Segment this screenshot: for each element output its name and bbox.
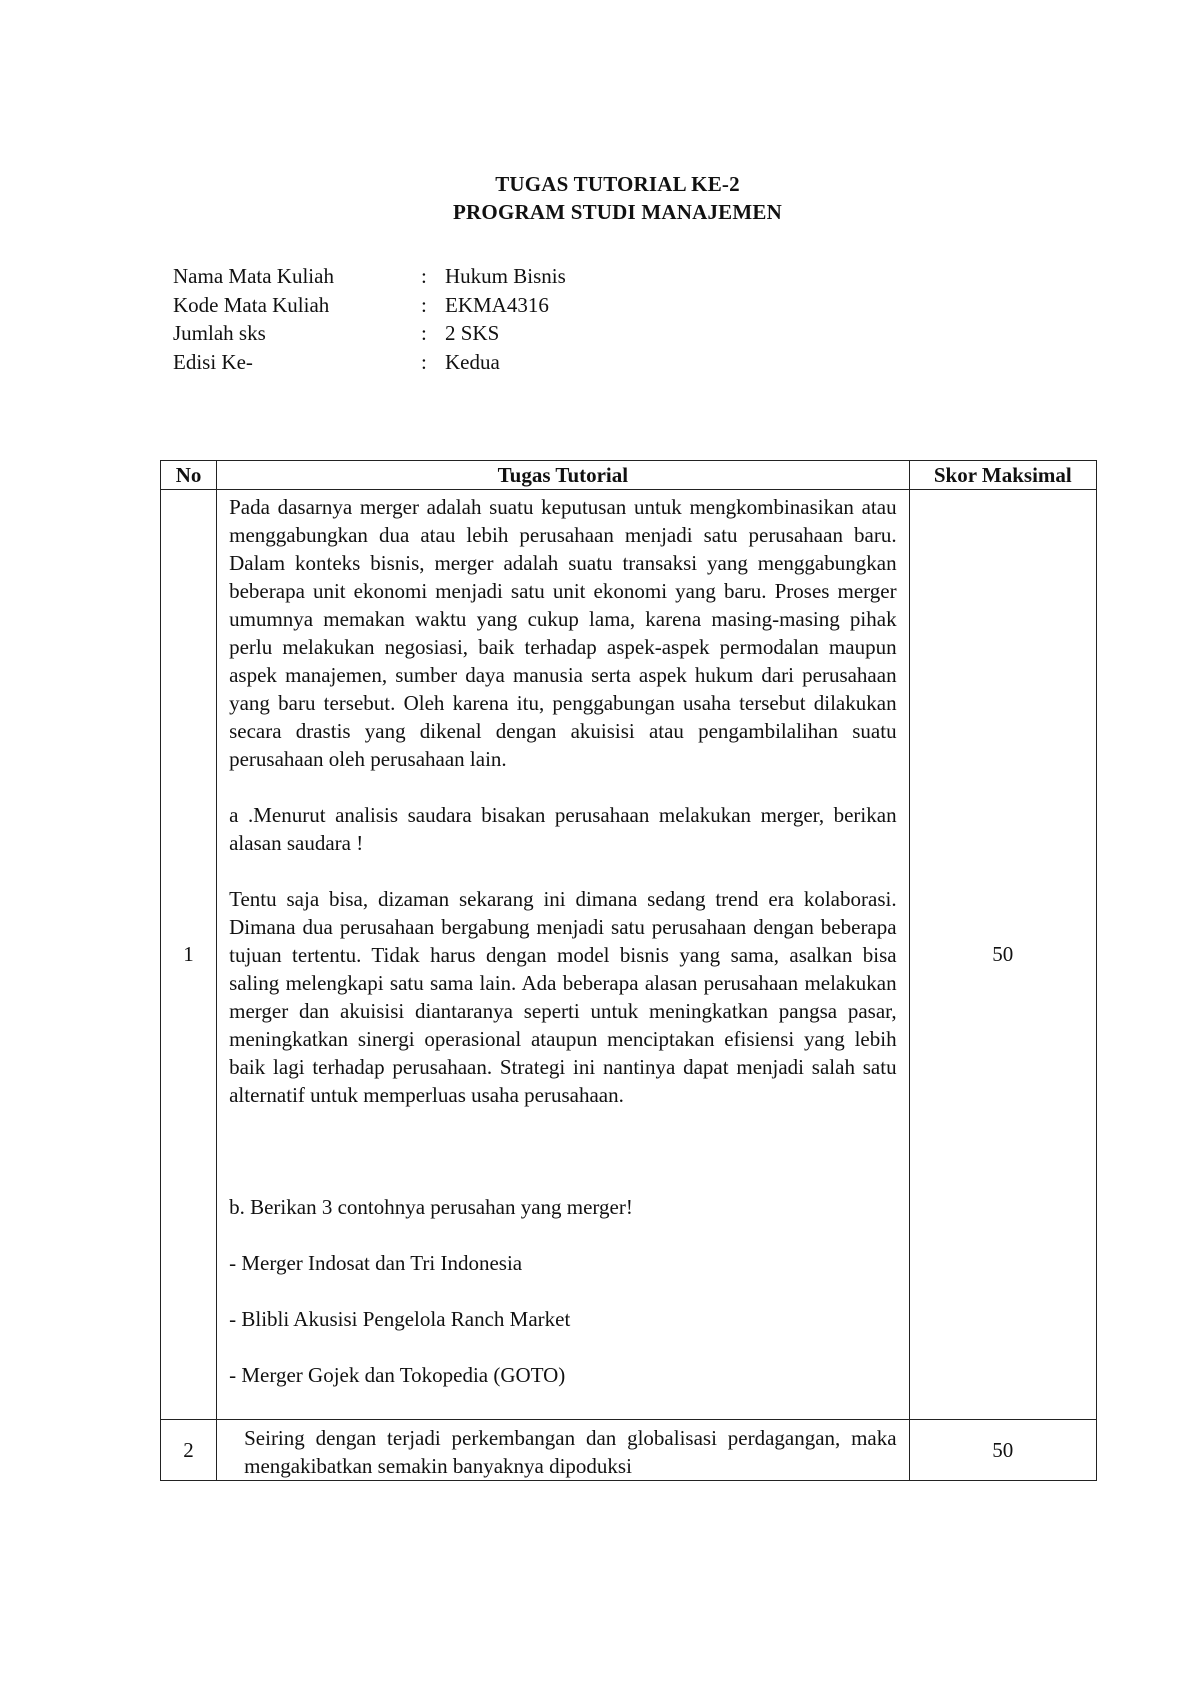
info-row-edition bbox=[173, 348, 566, 377]
question-a: a .Menurut analisis saudara bisakan perusahaan melakukan merger, berikan alasan saudara ! bbox=[229, 803, 897, 855]
table-row bbox=[161, 490, 1097, 1420]
info-row-course-code bbox=[173, 291, 566, 320]
row-number: 1 bbox=[161, 490, 217, 1420]
info-row-credits bbox=[173, 319, 566, 348]
max-score: 50 bbox=[909, 1420, 1096, 1481]
info-label: Kode Mata Kuliah bbox=[173, 292, 330, 317]
info-label: Edisi Ke- bbox=[173, 349, 253, 374]
info-value: 2 SKS bbox=[445, 321, 500, 345]
info-row-course-name bbox=[173, 262, 566, 291]
question-b: b. Berikan 3 contohnya perusahan yang merger! bbox=[229, 1195, 633, 1219]
info-colon: : bbox=[421, 264, 427, 288]
task-intro: Pada dasarnya merger adalah suatu keputusan untuk mengkombinasikan atau menggabungkan dua atau lebih perusahaan menjadi satu perusahaan baru. Dalam konteks bisnis, merger adalah suatu transaksi yang menggabungkan beberapa unit ekonomi menjadi satu unit ekonomi yang baru. Proses merger umumnya memakan waktu yang cukup lama, karena masing-masing pihak perlu melakukan negosiasi, baik terhadap aspek-aspek permodalan maupun aspek manajemen, sumber daya manusia serta aspek hukum dari perusahaan yang baru tersebut. Oleh karena itu, penggabungan usaha tersebut dilakukan secara drastis yang dikenal dengan akuisisi atau pengambilalihan suatu perusahaan oleh perusahaan lain. bbox=[229, 495, 897, 771]
task-cell bbox=[217, 490, 909, 1420]
program-title: PROGRAM STUDI MANAJEMEN bbox=[453, 200, 782, 224]
document-title: TUGAS TUTORIAL KE-2 bbox=[495, 172, 740, 196]
info-colon: : bbox=[421, 321, 427, 345]
row-number: 2 bbox=[161, 1420, 217, 1481]
header-task: Tugas Tutorial bbox=[217, 461, 909, 490]
answer-a: Tentu saja bisa, dizaman sekarang ini dimana sedang trend era kolaborasi. Dimana dua perusahaan bergabung menjadi satu perusahaan dengan beberapa tujuan tertentu. Tidak harus dengan model bisnis yang sama, asalkan bisa saling melengkapi satu sama lain. Ada beberapa alasan perusahaan melakukan merger dan akuisisi diantaranya seperti untuk meningkatkan pangsa pasar, meningkatkan sinergi operasional ataupun menciptakan efisiensi yang lebih baik lagi terhadap perusahaan. Strategi ini nantinya dapat menjadi salah satu alternatif untuk memperluas usaha perusahaan. bbox=[229, 887, 897, 1107]
tutorial-table bbox=[160, 460, 1097, 1481]
max-score: 50 bbox=[909, 490, 1096, 1420]
task-cell bbox=[217, 1420, 909, 1481]
example-item: - Merger Gojek dan Tokopedia (GOTO) bbox=[229, 1363, 566, 1387]
example-item: - Merger Indosat dan Tri Indonesia bbox=[229, 1251, 523, 1275]
info-colon: : bbox=[421, 292, 427, 317]
info-label: Nama Mata Kuliah bbox=[173, 264, 334, 288]
info-value: Hukum Bisnis bbox=[445, 264, 566, 288]
course-info bbox=[173, 262, 566, 376]
info-colon: : bbox=[421, 349, 427, 374]
info-label: Jumlah sks bbox=[173, 321, 266, 345]
task-text: Seiring dengan terjadi perkembangan dan globalisasi perdagangan, maka mengakibatkan semakin banyaknya dipoduksi bbox=[244, 1426, 897, 1478]
info-value: EKMA4316 bbox=[445, 292, 549, 317]
table-row bbox=[161, 1420, 1097, 1481]
header-score: Skor Maksimal bbox=[909, 461, 1096, 490]
info-value: Kedua bbox=[445, 349, 500, 374]
table-header-row bbox=[161, 461, 1097, 490]
example-item: - Blibli Akusisi Pengelola Ranch Market bbox=[229, 1307, 571, 1331]
header-no: No bbox=[161, 461, 217, 490]
